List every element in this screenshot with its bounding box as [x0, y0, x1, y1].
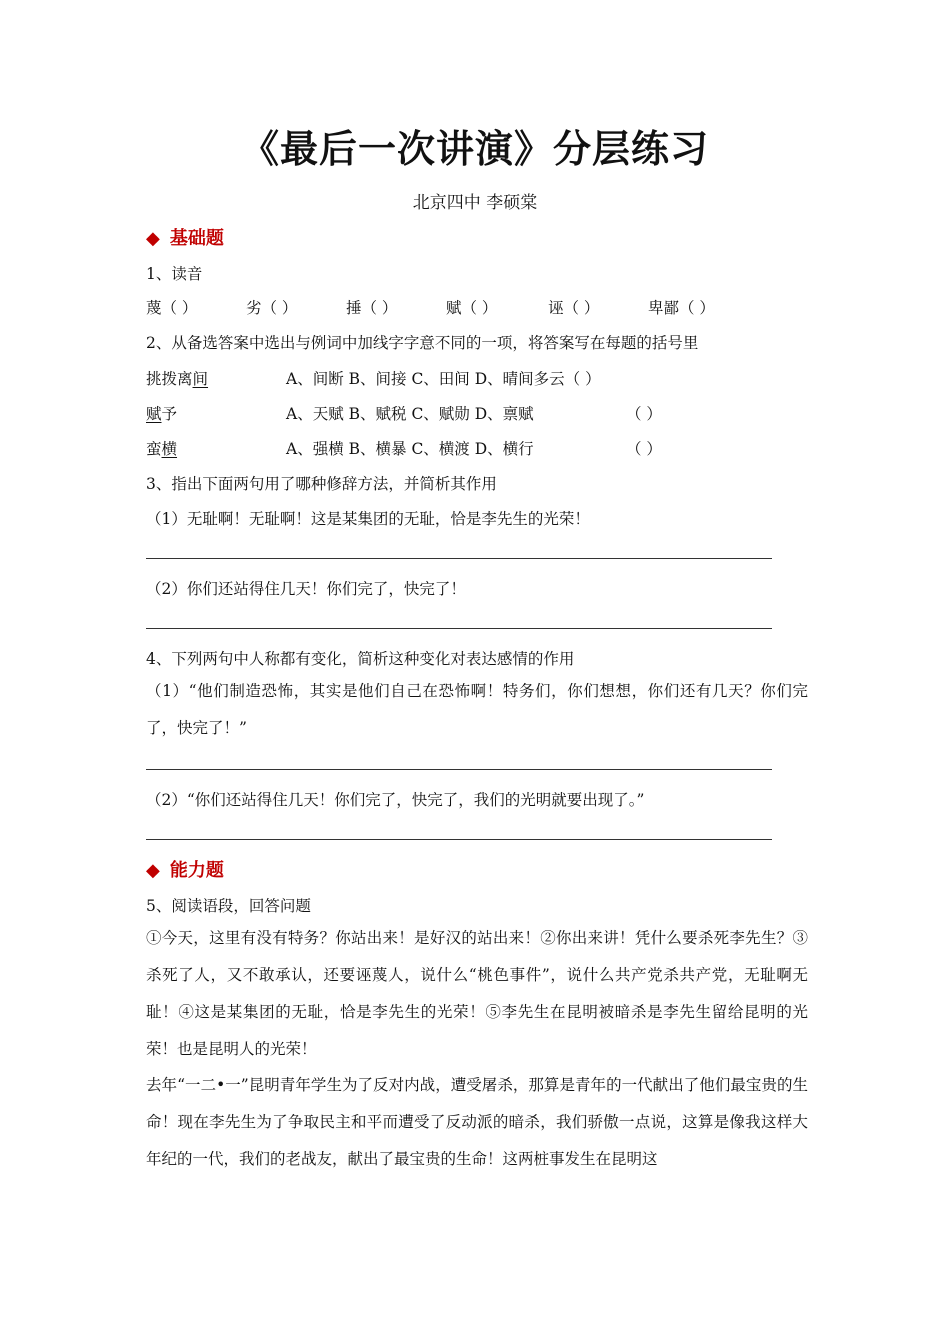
q4-sentence-1: （1）“他们制造恐怖，其实是他们自己在恐怖啊！特务们，你们想想，你们还有几天？你们完了，快完了！”	[146, 682, 808, 737]
answer-line	[146, 839, 772, 840]
section-ability-label: 能力题	[169, 860, 224, 881]
q5-paragraph-1: ①今天，这里有没有特务？你站出来！是好汉的站出来！②你出来讲！凭什么要杀死李先生？③杀死了人，又不敢承认，还要诬蔑人，说什么“桃色事件”，说什么共产党杀共产党，无耻啊无耻！④这是某集团的无耻，恰是李先生的光荣！⑤李先生在昆明被暗杀是李先生留给昆明的光荣！也是昆明人的光荣！	[146, 929, 808, 1058]
q1-item: 劣（ ）	[246, 299, 298, 317]
q2-options: A、间断 B、间接 C、田间 D、晴间多云（ ）	[286, 370, 601, 388]
q2-answer-paren: （ ）	[626, 405, 662, 423]
section-basic-label: 基础题	[169, 228, 224, 249]
q1-item: 诬（ ）	[548, 299, 600, 317]
q1-heading: 1、读音	[146, 265, 203, 283]
q2-answer-paren: （ ）	[626, 440, 662, 458]
q1-item: 卑鄙（ ）	[648, 299, 715, 317]
q5-heading: 5、阅读语段，回答问题	[146, 897, 311, 915]
section-ability-heading	[146, 856, 224, 882]
q2-example-word: 挑拨离间	[146, 370, 209, 388]
page-title: 《最后一次讲演》分层练习	[240, 127, 709, 171]
diamond-bullet-icon: ◆	[146, 228, 160, 249]
answer-line	[146, 558, 772, 559]
q1-item: 赋（ ）	[446, 299, 498, 317]
q4-sentence-2: （2）“你们还站得住几天！你们完了，快完了，我们的光明就要出现了。”	[146, 791, 645, 809]
q2-options: A、天赋 B、赋税 C、赋勋 D、禀赋	[286, 405, 534, 423]
q2-heading: 2、从备选答案中选出与例词中加线字字意不同的一项，将答案写在每题的括号里	[146, 334, 699, 352]
answer-line	[146, 628, 772, 629]
q2-example-word: 蛮横	[146, 440, 178, 458]
q3-sentence-2: （2）你们还站得住几天！你们完了，快完了！	[146, 580, 466, 598]
q3-sentence-1: （1）无耻啊！无耻啊！这是某集团的无耻，恰是李先生的光荣！	[146, 510, 590, 528]
q1-item: 蔑（ ）	[146, 299, 198, 317]
q4-heading: 4、下列两句中人称都有变化，简析这种变化对表达感情的作用	[146, 650, 575, 668]
answer-line	[146, 769, 772, 770]
underlined-char: 横	[161, 440, 178, 458]
author-line: 北京四中 李硕棠	[412, 193, 538, 213]
q2-example-word: 赋予	[146, 405, 178, 423]
diamond-bullet-icon: ◆	[146, 860, 160, 881]
q5-paragraph-2: 去年“一二•一”昆明青年学生为了反对内战，遭受屠杀，那算是青年的一代献出了他们最宝贵的生命！现在李先生为了争取民主和平而遭受了反动派的暗杀，我们骄傲一点说，这算是像我这样大年纪的一代，我们的老战友，献出了最宝贵的生命！这两桩事发生在昆明这	[146, 1076, 808, 1168]
q3-heading: 3、指出下面两句用了哪种修辞方法，并简析其作用	[146, 475, 497, 493]
q1-item: 捶（ ）	[346, 299, 398, 317]
underlined-char: 赋	[146, 405, 162, 423]
underlined-char: 间	[192, 370, 209, 388]
q2-options: A、强横 B、横暴 C、横渡 D、横行	[286, 440, 534, 458]
section-basic-heading	[146, 224, 224, 250]
